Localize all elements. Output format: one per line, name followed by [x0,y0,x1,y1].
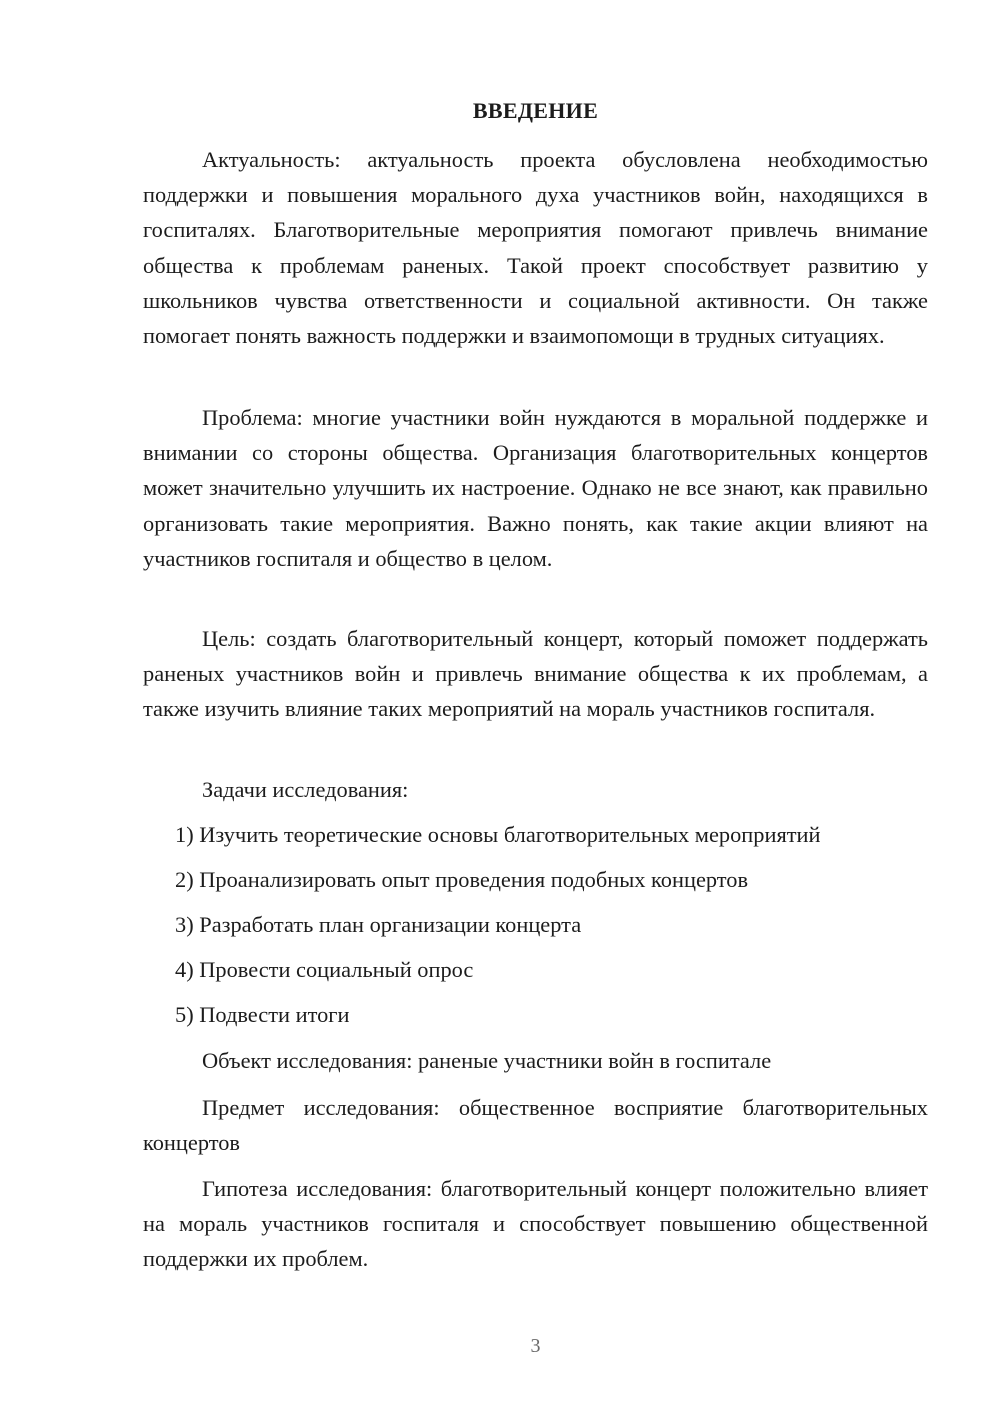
task-item: 3) Разработать план организации концерта [175,912,582,937]
hypothesis-paragraph: Гипотеза исследования: благотворительный концерт положительно влияет на мораль участников госпиталя и способствует повышению общественной поддержки их проблем. [143,1176,928,1272]
relevance-paragraph: Актуальность: актуальность проекта обусловлена необходимостью поддержки и повышения морального духа участников войн, находящихся в госпиталях. Благотворительные мероприятия помогают привлечь внимание общества к проблемам раненых. Такой проект способствует развитию у школьников чувства ответственности и социальной активности. Он также помогает понять важность поддержки и взаимопомощи в трудных ситуациях. [143,147,928,349]
task-item: 5) Подвести итоги [175,1002,350,1027]
goal-paragraph: Цель: создать благотворительный концерт, который поможет поддержать раненых участников войн и привлечь внимание общества к их проблемам, а также изучить влияние таких мероприятий на мораль участников госпиталя. [143,626,928,722]
tasks-heading: Задачи исследования: [202,777,409,802]
task-item: 2) Проанализировать опыт проведения подобных концертов [175,867,749,892]
subject-paragraph: Предмет исследования: общественное восприятие благотворительных концертов [143,1095,928,1156]
page-title: ВВЕДЕНИЕ [472,98,599,123]
object-line: Объект исследования: раненые участники войн в госпитале [202,1048,772,1073]
page-number: 3 [530,1335,541,1357]
task-item: 4) Провести социальный опрос [175,957,474,982]
task-item: 1) Изучить теоретические основы благотворительных мероприятий [175,822,821,847]
document-page [143,0,928,1414]
problem-paragraph: Проблема: многие участники войн нуждаются в моральной поддержке и внимании со стороны общества. Организация благотворительных концертов может значительно улучшить их настроение. Однако не все знают, как правильно организовать такие мероприятия. Важно понять, как такие акции влияют на участников госпиталя и общество в целом. [143,405,928,571]
